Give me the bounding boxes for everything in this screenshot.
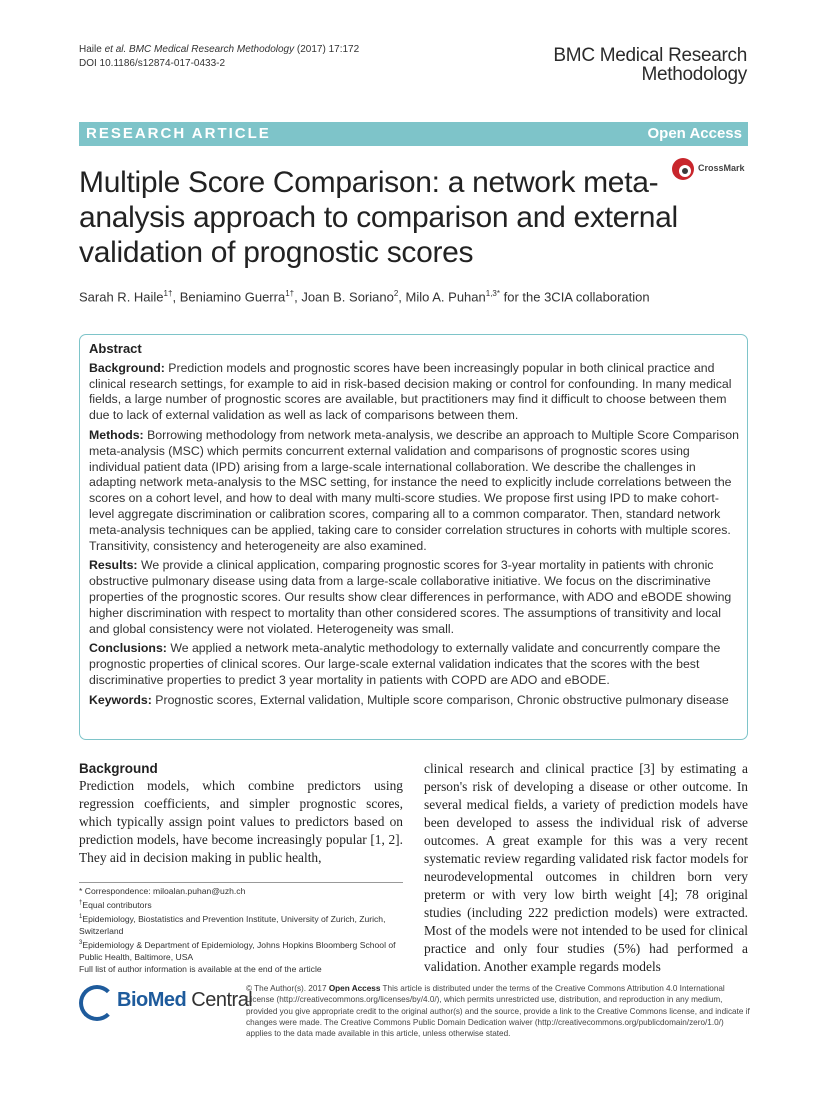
abstract-box bbox=[79, 334, 748, 740]
author-list: Sarah R. Haile$^{1\dagger}$, Beniamino Guerra$^{1\dagger}$, Joan B. Soriano$^2$, Milo A. Puhan$^{1,3*}$ for the 3CIA collaboration bbox=[79, 289, 650, 305]
citation-header bbox=[79, 43, 359, 71]
author-affiliation: 1,3* bbox=[485, 289, 500, 298]
citation-etal: et al. bbox=[104, 44, 127, 55]
citation-year-volume: (2017) 17:172 bbox=[296, 44, 360, 55]
article-type: RESEARCH ARTICLE bbox=[86, 125, 271, 142]
body-column-left bbox=[79, 760, 403, 867]
abstract-background: Background: Prediction models and prognostic scores have been increasingly popular in both clinical practice and clinical research settings, for example to aid in risk-based decision making or control for confounding. In many medical fields, a large number of prognostic scores are available, but practitioners may find it difficult to choose between them due to lack of external validation as well as lack of comparisons between them. bbox=[89, 360, 732, 423]
footnotes bbox=[79, 885, 409, 975]
author-affiliation: 2 bbox=[393, 289, 399, 298]
correspondence[interactable]: * Correspondence: miloalan.puhan@uzh.ch bbox=[79, 886, 246, 896]
license-statement: © The Author(s). 2017 Open Access This article is distributed under the terms of the Creative Commons Attribution 4.0 International License (http://creativecommons.org/licenses/by/4.0/), which permits unrestricted use, distribution, and reproduction in any medium, provided you give appropriate credit to the original author(s) and the source, provide a link to the Creative Commons license, and indicate if changes were made. The Creative Commons Public Domain Dedication waiver (http://creativecommons.org/publicdomain/zero/1.0/) applies to the data made available in this article, unless otherwise stated. bbox=[246, 984, 750, 1039]
affiliation-1: $^1$Epidemiology, Biostatistics and Prevention Institute, University of Zurich, Zurich, Switzerland bbox=[79, 913, 386, 936]
abstract-results: Results: We provide a clinical application, comparing prognostic scores for 3-year mortality in patients with chronic obstructive pulmonary disease using data from a large-scale collaborative initiative. We focus on the discriminative properties of the prognostic scores. Our results show clear differences in performance, with ADO and eBODE showing higher discrimination with respect to mortality than other considered scores. The assumptions of transitivity and local and global consistency were not violated. Heterogeneity was small. bbox=[89, 558, 732, 636]
footnote-divider bbox=[79, 882, 403, 883]
citation-journal: BMC Medical Research Methodology bbox=[129, 44, 295, 55]
journal-name bbox=[553, 46, 747, 84]
crossmark-label: CrossMark bbox=[698, 163, 745, 173]
body-paragraph: Prediction models, which combine predictors using regression coefficients, and simpler prognostic scores, which typically assign point values to predictors based on prediction models, have become increasingly popular [1, 2]. They aid in decision making in public health, bbox=[79, 778, 403, 865]
body-column-right bbox=[424, 760, 748, 976]
biomed-central-logo[interactable] bbox=[79, 985, 253, 1021]
logo-wordmark: BioMed Central bbox=[117, 989, 253, 1011]
crossmark-badge[interactable] bbox=[670, 156, 750, 186]
journal-name-line1: BMC Medical Research bbox=[553, 45, 747, 66]
abstract-methods: Methods: Borrowing methodology from network meta-analysis, we describe an approach to Multiple Score Comparison meta-analysis (MSC) which permits concurrent external validation and comparisons of prognostic scores using individual patient data (IPD) arising from a large-scale international collaboration. We describe the challenges in adapting network meta-analysis to the MSC setting, for instance the need to explicitly include correlations between the scores on a cohort level, and how to deal with many multi-score studies. We propose first using IPD to make cohort-level aggregate discrimination or calibration scores, comparing all to a common comparator. Then, standard network meta-analysis techniques can be applied, taking care to consider correlation structures in cohorts with multiple scores. Transitivity, consistency and heterogeneity are also examined. bbox=[89, 427, 739, 553]
equal-contributors: †Equal contributors bbox=[79, 899, 152, 910]
abstract-heading: Abstract bbox=[89, 341, 142, 356]
crossmark-icon bbox=[672, 158, 694, 180]
collaboration-name: for the 3CIA collaboration bbox=[503, 289, 650, 305]
doi[interactable]: DOI 10.1186/s12874-017-0433-2 bbox=[79, 58, 226, 69]
biomed-ring-icon bbox=[79, 985, 115, 1021]
article-title: Multiple Score Comparison: a network meta-analysis approach to comparison and external validation of prognostic scores bbox=[79, 166, 678, 269]
author-info-note: Full list of author information is available at the end of the article bbox=[79, 963, 322, 974]
author-name[interactable]: Sarah R. Haile bbox=[79, 289, 164, 305]
article-type-band bbox=[79, 122, 748, 146]
abstract-conclusions: Conclusions: We applied a network meta-analytic methodology to externally validate and concurrently compare the prognostic properties of clinical scores. Our large-scale external validation indicates that the scores with the best discriminative properties to predict 3 year mortality in patients with COPD are ADO and eBODE. bbox=[89, 641, 721, 687]
section-heading-background: Background bbox=[79, 761, 158, 776]
author-name[interactable]: Beniamino Guerra bbox=[179, 289, 286, 305]
author-name[interactable]: Joan B. Soriano bbox=[301, 289, 394, 305]
affiliation-3: $^3$Epidemiology & Department of Epidemiology, Johns Hopkins Bloomberg School of Public Health, Baltimore, USA bbox=[79, 939, 396, 962]
open-access-label: Open Access bbox=[647, 125, 742, 142]
body-paragraph: clinical research and clinical practice [3] by estimating a person's risk of developing a disease or other outcome. In several medical fields, a variety of prediction models have been developed to assess the individual risk of adverse outcomes. A great example for this was a very recent systematic review regarding validated risk factor models for neurodevelopmental outcomes in children born very preterm or with very low birth weight [4]; 78 original studies (including 222 prediction models) were extracted. Most of the models were not intended to be used for clinical practice and only four studies (5%) had performed a validation. Another example regards models bbox=[424, 761, 748, 974]
journal-name-line2: Methodology bbox=[641, 64, 747, 85]
author-affiliation: 1† bbox=[285, 289, 295, 298]
abstract-keywords: Keywords: Prognostic scores, External validation, Multiple score comparison, Chronic obstructive pulmonary disease bbox=[89, 692, 729, 707]
author-affiliation: 1† bbox=[163, 289, 173, 298]
author-name[interactable]: Milo A. Puhan bbox=[405, 289, 486, 305]
citation-authors: Haile bbox=[79, 44, 102, 55]
